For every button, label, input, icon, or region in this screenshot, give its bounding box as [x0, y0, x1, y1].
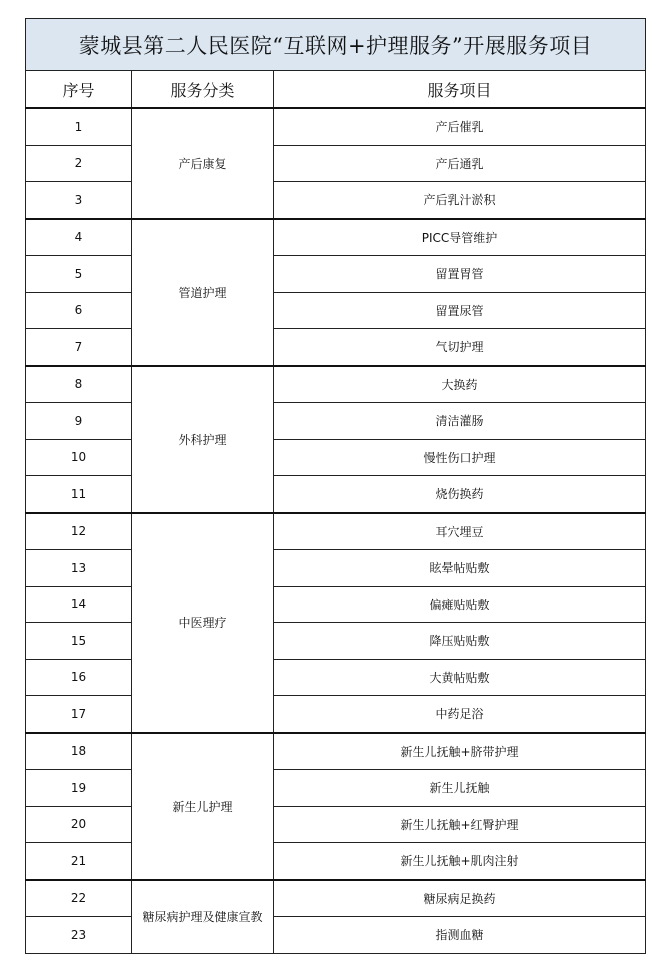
row-number: 7 [26, 329, 132, 366]
service-item: 产后催乳 [274, 108, 646, 145]
service-item: 产后乳汁淤积 [274, 182, 646, 219]
table-body [26, 108, 646, 953]
category-cell: 中医理疗 [132, 513, 274, 733]
table-row [26, 586, 646, 623]
service-item: 指测血糖 [274, 917, 646, 954]
service-item: 留置胃管 [274, 256, 646, 293]
row-number: 2 [26, 145, 132, 182]
table-row [26, 219, 646, 256]
table-row [26, 145, 646, 182]
row-number: 14 [26, 586, 132, 623]
service-table [25, 18, 646, 954]
header-category: 服务分类 [132, 71, 274, 109]
service-item: 新生儿抚触 [274, 770, 646, 807]
service-item: 大黄帖贴敷 [274, 659, 646, 696]
service-item: PICC导管维护 [274, 219, 646, 256]
table-row [26, 366, 646, 403]
service-item: 中药足浴 [274, 696, 646, 733]
table-row [26, 513, 646, 550]
service-item: 清洁灌肠 [274, 403, 646, 440]
row-number: 21 [26, 843, 132, 880]
category-cell: 外科护理 [132, 366, 274, 513]
table-row [26, 439, 646, 476]
row-number: 8 [26, 366, 132, 403]
category-cell: 新生儿护理 [132, 733, 274, 880]
row-number: 20 [26, 806, 132, 843]
service-item: 降压贴贴敷 [274, 623, 646, 660]
row-number: 19 [26, 770, 132, 807]
service-item: 大换药 [274, 366, 646, 403]
row-number: 17 [26, 696, 132, 733]
service-item: 留置尿管 [274, 292, 646, 329]
table-row [26, 623, 646, 660]
service-item: 眩晕帖贴敷 [274, 550, 646, 587]
row-number: 6 [26, 292, 132, 329]
service-item: 新生儿抚触+红臀护理 [274, 806, 646, 843]
table-row [26, 659, 646, 696]
service-item: 慢性伤口护理 [274, 439, 646, 476]
table-row [26, 733, 646, 770]
table-row [26, 108, 646, 145]
row-number: 23 [26, 917, 132, 954]
table-row [26, 329, 646, 366]
table-row [26, 403, 646, 440]
service-item: 偏瘫贴贴敷 [274, 586, 646, 623]
row-number: 13 [26, 550, 132, 587]
table-row [26, 917, 646, 954]
table-row [26, 292, 646, 329]
category-cell: 管道护理 [132, 219, 274, 366]
service-item: 糖尿病足换药 [274, 880, 646, 917]
service-item: 气切护理 [274, 329, 646, 366]
service-item: 新生儿抚触+肌肉注射 [274, 843, 646, 880]
service-item: 烧伤换药 [274, 476, 646, 513]
table-row [26, 550, 646, 587]
category-cell: 糖尿病护理及健康宣教 [132, 880, 274, 954]
service-table-sheet [25, 18, 645, 954]
row-number: 12 [26, 513, 132, 550]
header-item: 服务项目 [274, 71, 646, 109]
service-item: 耳穴埋豆 [274, 513, 646, 550]
table-row [26, 806, 646, 843]
row-number: 9 [26, 403, 132, 440]
row-number: 10 [26, 439, 132, 476]
table-row [26, 770, 646, 807]
table-row [26, 696, 646, 733]
header-no: 序号 [26, 71, 132, 109]
row-number: 3 [26, 182, 132, 219]
row-number: 16 [26, 659, 132, 696]
row-number: 5 [26, 256, 132, 293]
service-item: 新生儿抚触+脐带护理 [274, 733, 646, 770]
row-number: 15 [26, 623, 132, 660]
row-number: 11 [26, 476, 132, 513]
table-row [26, 843, 646, 880]
row-number: 22 [26, 880, 132, 917]
table-row [26, 182, 646, 219]
table-row [26, 476, 646, 513]
table-row [26, 256, 646, 293]
category-cell: 产后康复 [132, 108, 274, 219]
table-row [26, 880, 646, 917]
table-title: 蒙城县第二人民医院“互联网+护理服务”开展服务项目 [26, 19, 646, 71]
row-number: 4 [26, 219, 132, 256]
row-number: 1 [26, 108, 132, 145]
service-item: 产后通乳 [274, 145, 646, 182]
row-number: 18 [26, 733, 132, 770]
